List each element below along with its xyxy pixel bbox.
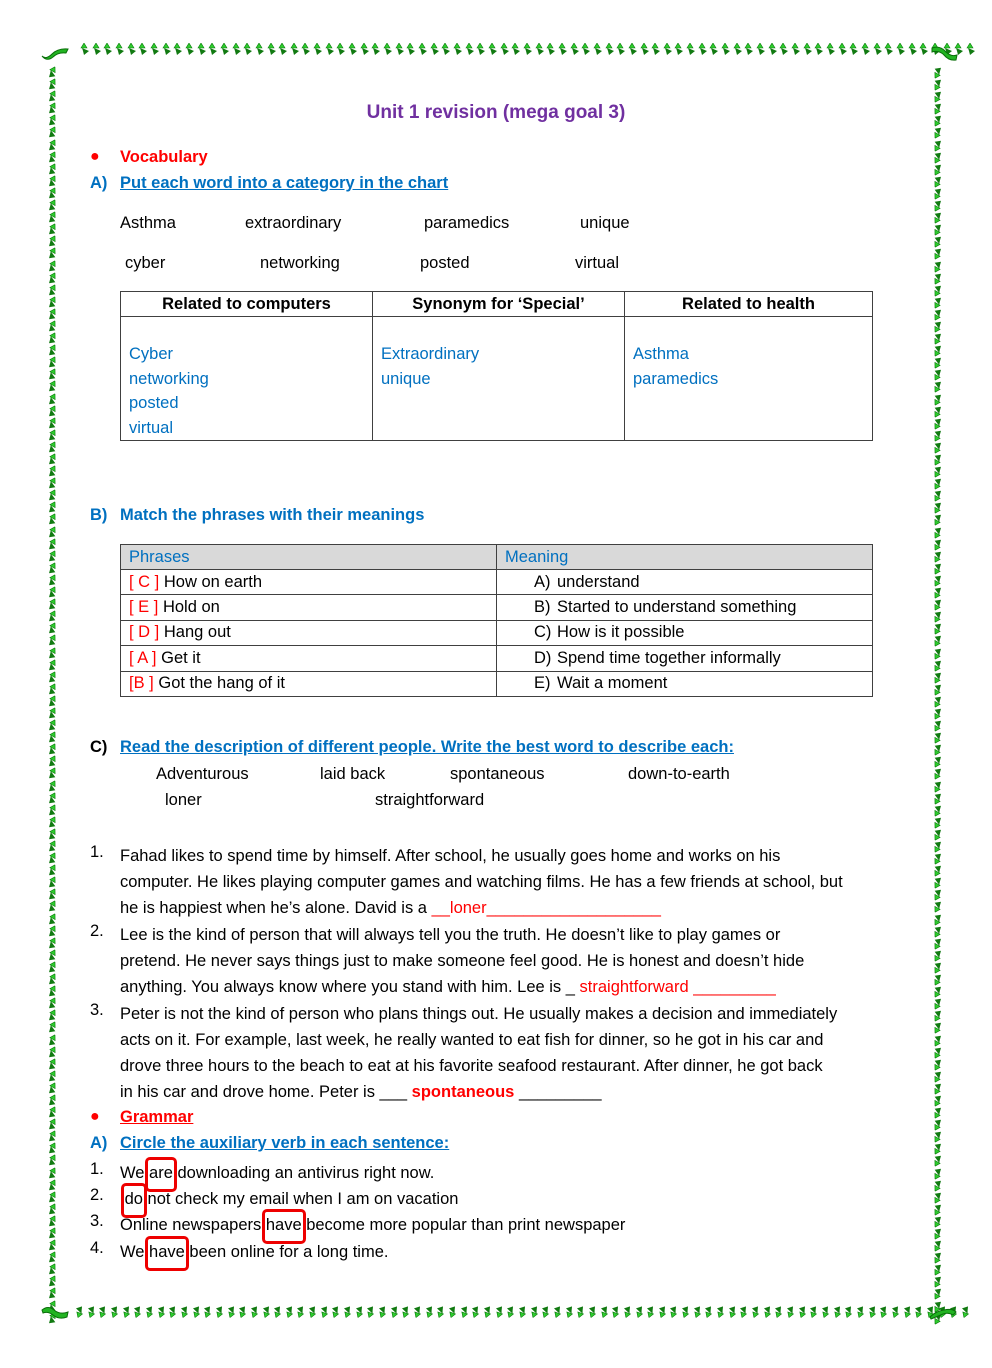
auxiliary-verb: have [265, 1216, 302, 1234]
answer-word: Extraordinary [381, 345, 480, 363]
answer-word: networking [129, 369, 209, 388]
text-line [120, 895, 930, 921]
meaning-letter: C) [534, 623, 552, 642]
word-bank-item: Asthma [120, 214, 176, 232]
answer-word: Cyber [129, 345, 174, 363]
text-line: computer. He likes playing computer games and watching films. He has a few friends at school, but [120, 873, 843, 891]
grammar-sentence [120, 1160, 930, 1186]
text: become more popular than print newspaper [301, 1216, 626, 1234]
meaning-letter: B) [534, 598, 551, 617]
table-row [121, 671, 873, 696]
table-row [121, 620, 873, 645]
text-line: Lee is the kind of person that will always tell you the truth. He doesn’t like to play games or [120, 926, 781, 944]
instruction-vocab-a: Put each word into a category in the chart [120, 174, 449, 192]
description-item [120, 843, 930, 921]
grammar-sentence [120, 1212, 930, 1238]
meaning-cell [497, 570, 873, 595]
circled-auxiliary[interactable] [149, 1239, 185, 1265]
text: not check my email when I am on vacation [142, 1190, 459, 1208]
phrase-cell [121, 646, 497, 671]
answer-word: spontaneous [411, 1083, 515, 1101]
text-line: Fahad likes to spend time by himself. After school, he usually goes home and works on his [120, 847, 781, 865]
meaning: Spend time together informally [557, 648, 781, 667]
word-bank-item: paramedics [424, 214, 510, 232]
text: anything. You always know where you stand with him. Lee is _ [120, 978, 580, 996]
bullet-icon: ● [90, 1108, 100, 1125]
phrase-cell [121, 570, 497, 595]
category-table [120, 291, 873, 441]
answer-blank: straightforward _________ [579, 978, 776, 996]
text: he is happiest when he’s alone. David is a [120, 899, 432, 917]
category-cell [373, 317, 625, 441]
table-row [121, 646, 873, 671]
answer-word: paramedics [633, 369, 719, 388]
section-grammar: Grammar [120, 1108, 194, 1126]
phrase: Get it [161, 648, 201, 667]
answer-word: posted [129, 394, 179, 412]
meaning: Wait a moment [557, 674, 668, 693]
item-number: 3. [90, 1001, 104, 1019]
auxiliary-verb: are [149, 1164, 173, 1182]
circled-auxiliary[interactable] [149, 1160, 173, 1186]
answer-word: Asthma [633, 345, 689, 363]
phrase: Hold on [162, 598, 220, 617]
auxiliary-verb: do [124, 1190, 143, 1208]
text: We [120, 1164, 150, 1182]
word-bank-item: down-to-earth [628, 765, 730, 783]
section-vocabulary: Vocabulary [120, 148, 208, 166]
text: downloading an antivirus right now. [172, 1164, 435, 1182]
meaning: Started to understand something [557, 598, 797, 617]
word-bank-item: cyber [125, 254, 166, 272]
text: Online newspapers [120, 1216, 266, 1234]
word-bank-item: posted [420, 254, 470, 272]
answer-letter: [ E ] [129, 598, 159, 617]
meaning-cell [497, 620, 873, 645]
item-number: 1. [90, 1160, 104, 1178]
phrase: How on earth [163, 572, 262, 591]
text-line: pretend. He never says things just to make someone feel good. He is honest and doesn’t hide [120, 952, 805, 970]
description-item [120, 922, 930, 1000]
column-header: Meaning [497, 545, 873, 570]
part-marker: B) [90, 506, 108, 524]
category-cell [121, 317, 373, 441]
item-number: 1. [90, 843, 104, 861]
text-line: Peter is not the kind of person who plans things out. He usually makes a decision and immediately [120, 1005, 838, 1023]
column-header: Synonym for ‘Special’ [373, 292, 625, 317]
meaning-letter: D) [534, 648, 552, 667]
instruction-vocab-b: Match the phrases with their meanings [120, 506, 425, 524]
table-row [121, 595, 873, 620]
table-row [121, 570, 873, 595]
text-line [120, 1079, 930, 1105]
matching-table [120, 544, 873, 697]
phrase-cell [121, 620, 497, 645]
blank: _________ [514, 1083, 602, 1101]
text: in his car and drove home. Peter is ___ [120, 1083, 412, 1101]
part-marker: A) [90, 1134, 108, 1152]
item-number: 2. [90, 1186, 104, 1204]
word-bank-item: laid back [320, 765, 386, 783]
text-line: acts on it. For example, last week, he really wanted to eat fish for dinner, so he got in his car and [120, 1031, 824, 1049]
phrase-cell [121, 595, 497, 620]
word-bank-item: virtual [575, 254, 620, 272]
instruction-grammar-a: Circle the auxiliary verb in each sentence: [120, 1134, 450, 1152]
answer-letter: [ D ] [129, 623, 160, 642]
word-bank-item: loner [165, 791, 202, 809]
category-cell [625, 317, 873, 441]
item-number: 2. [90, 922, 104, 940]
word-bank-item: networking [260, 254, 340, 272]
text-line: drove three hours to the beach to eat at his favorite seafood restaurant. After dinner, he got back [120, 1057, 823, 1075]
word-bank-item: spontaneous [450, 765, 545, 783]
meaning-letter: E) [534, 674, 551, 693]
circled-auxiliary[interactable] [266, 1212, 302, 1238]
item-number: 3. [90, 1212, 104, 1230]
answer-letter: [B ] [129, 674, 154, 693]
word-bank-item: Adventurous [156, 765, 249, 783]
description-item [120, 1001, 930, 1105]
text: We [120, 1243, 150, 1261]
answer-word: unique [381, 369, 431, 388]
phrase: Hang out [163, 623, 231, 642]
text: been online for a long time. [184, 1243, 389, 1261]
answer-word: virtual [129, 418, 174, 437]
phrase-cell [121, 671, 497, 696]
item-number: 4. [90, 1239, 104, 1257]
page-title: Unit 1 revision (mega goal 3) [366, 102, 626, 123]
instruction-vocab-c: Read the description of different people. Write the best word to describe each: [120, 738, 734, 756]
column-header: Related to computers [121, 292, 373, 317]
text-line [120, 974, 930, 1000]
answer-letter: [ C ] [129, 572, 160, 591]
part-marker: A) [90, 174, 108, 192]
answer-letter: [ A ] [129, 648, 157, 667]
meaning: understand [557, 572, 640, 591]
circle-mark [145, 1236, 189, 1271]
auxiliary-verb: have [149, 1243, 185, 1261]
word-bank-item: extraordinary [245, 214, 342, 232]
meaning-cell [497, 646, 873, 671]
meaning-cell [497, 671, 873, 696]
meaning: How is it possible [557, 623, 685, 642]
phrase: Got the hang of it [158, 674, 285, 693]
column-header: Related to health [625, 292, 873, 317]
circled-auxiliary[interactable] [125, 1186, 143, 1212]
word-bank-item: unique [580, 214, 630, 232]
word-bank-item: straightforward [375, 791, 485, 809]
meaning-letter: A) [534, 572, 551, 591]
grammar-sentence [120, 1186, 930, 1212]
meaning-cell [497, 595, 873, 620]
bullet-icon: ● [90, 148, 100, 165]
answer-blank: __loner___________________ [431, 899, 661, 917]
grammar-sentence [120, 1239, 930, 1265]
part-marker: C) [90, 738, 108, 756]
column-header: Phrases [121, 545, 497, 570]
